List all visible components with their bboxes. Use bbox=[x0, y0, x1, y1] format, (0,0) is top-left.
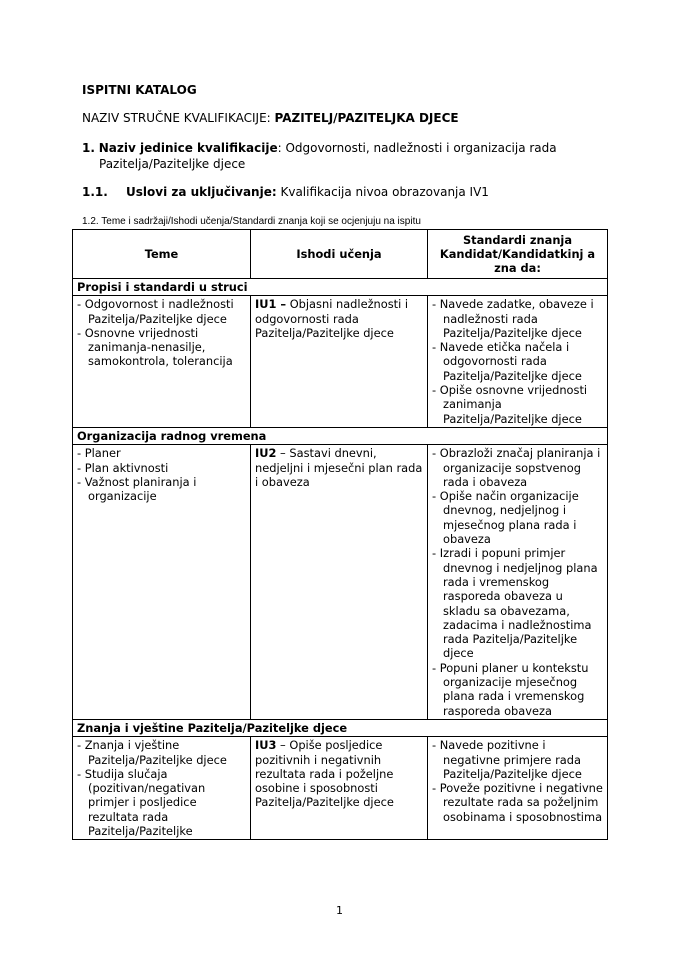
conditions-label: Uslovi za uključivanje: bbox=[126, 185, 277, 199]
page-number: 1 bbox=[336, 904, 343, 917]
outcome-cell bbox=[251, 445, 428, 720]
list-item: - Navede zadatke, obaveze i nadležnosti rada Pazitelja/Paziteljke djece bbox=[432, 297, 603, 340]
list-item: - Planer bbox=[77, 446, 246, 460]
conditions-value: Kvalifikacija nivoa obrazovanja IV1 bbox=[276, 185, 489, 199]
outcome-text: Objasni nadležnosti i odgovornosti rada Pazitelja/Paziteljke djece bbox=[255, 297, 409, 340]
outcome-cell bbox=[251, 737, 428, 840]
topics-list bbox=[77, 738, 246, 838]
qualification-label: NAZIV STRUČNE KVALIFIKACIJE: bbox=[82, 111, 275, 125]
standards-cell bbox=[428, 445, 608, 720]
section-title-row bbox=[73, 719, 608, 736]
standards-cell bbox=[428, 737, 608, 840]
list-item: - Važnost planiranja i organizacije bbox=[77, 475, 246, 504]
standards-list bbox=[432, 297, 603, 426]
section-title: Znanja i vještine Pazitelja/Paziteljke djece bbox=[73, 719, 608, 736]
list-item: - Navede etička načela i odgovornosti rada Pazitelja/Paziteljke djece bbox=[432, 340, 603, 383]
topics-list bbox=[77, 446, 246, 503]
unit-label: Naziv jedinice kvalifikacije bbox=[98, 141, 278, 155]
unit-line bbox=[82, 140, 602, 172]
list-item: - Obrazloži značaj planiranja i organizacije sopstvenog rada i obaveza bbox=[432, 446, 603, 489]
unit-number: 1. bbox=[82, 141, 95, 155]
catalog-title: ISPITNI KATALOG bbox=[82, 83, 197, 97]
list-item: - Osnovne vrijednosti zanimanja-nenasilje, samokontrola, tolerancija bbox=[77, 326, 246, 369]
conditions-line bbox=[82, 185, 489, 199]
outcome-code: IU3 bbox=[255, 738, 277, 753]
outcome-code: IU2 bbox=[255, 446, 277, 461]
outcome-code: IU1 – bbox=[255, 297, 287, 312]
header-standards: Standardi znanja Kandidat/Kandidatkinj a zna da: bbox=[428, 230, 608, 279]
table-row bbox=[73, 296, 608, 428]
header-topics: Teme bbox=[73, 230, 251, 279]
qualification-line bbox=[82, 111, 459, 125]
table-row bbox=[73, 445, 608, 720]
standards-list bbox=[432, 738, 603, 824]
outcome-text: – Sastavi dnevni, nedjeljni i mjesečni plan rada i obaveza bbox=[255, 446, 423, 489]
section-title: Organizacija radnog vremena bbox=[73, 427, 608, 444]
list-item: - Znanja i vještine Pazitelja/Paziteljke djece bbox=[77, 738, 246, 767]
list-item: - Izradi i popuni primjer dnevnog i nedjeljnog plana rada i vremenskog rasporeda obaveza u skladu sa obavezama, zadacima i nadležnostima rada Pazitelja/Paziteljke djece bbox=[432, 546, 603, 660]
list-item: - Studija slučaja (pozitivan/negativan primjer i posljedice rezultata rada Pazitelja/Paziteljke bbox=[77, 767, 246, 838]
list-item: - Popuni planer u kontekstu organizacije mjesečnog plana rada i vremenskog rasporeda obaveza bbox=[432, 661, 603, 718]
table-caption: 1.2. Teme i sadržaji/Ishodi učenja/Standardi znanja koji se ocjenjuju na ispitu bbox=[82, 216, 421, 227]
section-title: Propisi i standardi u struci bbox=[73, 279, 608, 296]
list-item: - Opiše način organizacije dnevnog, nedjeljnog i mjesečnog plana rada i obaveza bbox=[432, 489, 603, 546]
outcome-text: – Opiše posljedice pozitivnih i negativnih rezultata rada i poželjne osobine i sposobnosti Pazitelja/Paziteljke djece bbox=[255, 738, 394, 810]
list-item: - Poveže pozitivne i negativne rezultate rada sa poželjnim osobinama i sposobnostima bbox=[432, 781, 603, 824]
qualification-value: PAZITELJ/PAZITELJKA DJECE bbox=[274, 111, 459, 125]
topics-cell bbox=[73, 296, 251, 428]
topics-list bbox=[77, 297, 246, 368]
standards-cell bbox=[428, 296, 608, 428]
unit-value: : Odgovornosti, nadležnosti i organizacija rada bbox=[277, 141, 557, 155]
standards-list bbox=[432, 446, 603, 718]
section-title-row bbox=[73, 427, 608, 444]
list-item: - Navede pozitivne i negativne primjere rada Pazitelja/Paziteljke djece bbox=[432, 738, 603, 781]
list-item: - Odgovornost i nadležnosti Pazitelja/Paziteljke djece bbox=[77, 297, 246, 326]
exam-catalog-table bbox=[72, 229, 608, 840]
list-item: - Plan aktivnosti bbox=[77, 461, 246, 475]
topics-cell bbox=[73, 737, 251, 840]
header-outcomes: Ishodi učenja bbox=[251, 230, 428, 279]
section-title-row bbox=[73, 279, 608, 296]
list-item: - Opiše osnovne vrijednosti zanimanja Pazitelja/Paziteljke djece bbox=[432, 383, 603, 426]
table-row bbox=[73, 737, 608, 840]
outcome-cell bbox=[251, 296, 428, 428]
table-header-row bbox=[73, 230, 608, 279]
conditions-number: 1.1. bbox=[82, 185, 108, 199]
topics-cell bbox=[73, 445, 251, 720]
unit-value-continued: Pazitelja/Paziteljke djece bbox=[99, 157, 246, 171]
